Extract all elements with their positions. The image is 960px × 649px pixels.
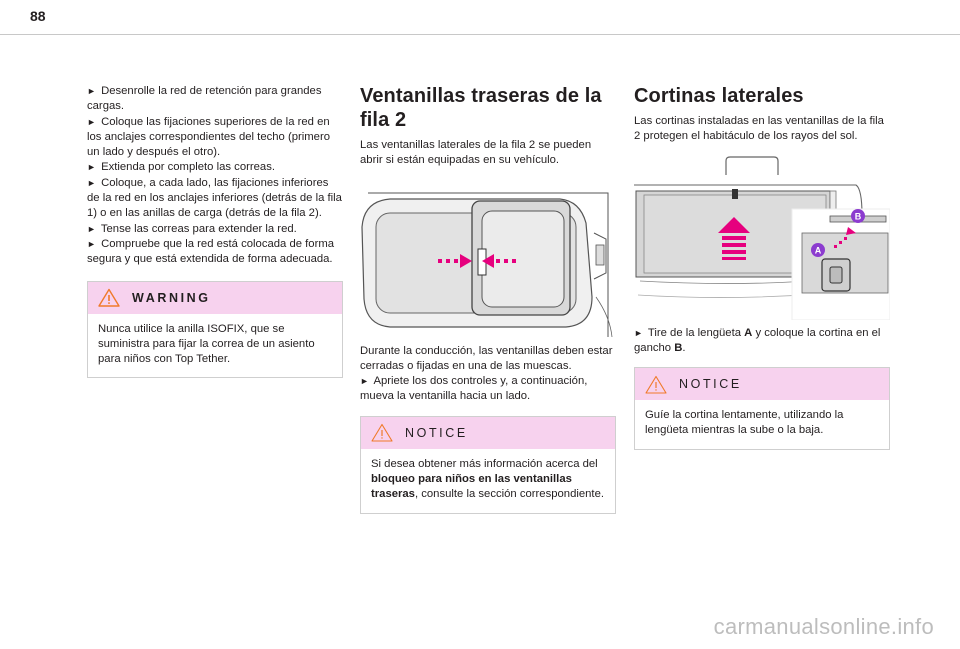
notice-triangle-icon bbox=[371, 423, 393, 442]
rear-window-illustration bbox=[360, 187, 616, 342]
notice-header bbox=[361, 417, 615, 449]
rear-windows-intro: Las ventanillas laterales de la fila 2 se pueden abrir si están equipadas en su vehículo. bbox=[360, 139, 592, 167]
notice-text: Si desea obtener más información acerca del bloqueo para niños en las ventanillas traseras, consulte la sección correspondiente. bbox=[371, 457, 604, 501]
list-item: ► Coloque las fijaciones superiores de la red en los anclajes correspondientes del techo (primero un lado y después el otro). bbox=[87, 115, 331, 159]
arrow-icon: ► bbox=[87, 116, 96, 127]
warning-title: WARNING bbox=[132, 290, 211, 305]
warning-box bbox=[87, 281, 343, 379]
notice-text: Guíe la cortina lentamente, utilizando la lengüeta mientras la sube o la baja. bbox=[645, 409, 844, 437]
notice-title: NOTICE bbox=[405, 425, 468, 440]
notice-triangle-icon bbox=[645, 375, 667, 394]
label-a: A bbox=[814, 245, 822, 256]
arrow-icon: ► bbox=[87, 238, 96, 249]
side-blinds-intro: Las cortinas instaladas en las ventanillas de la fila 2 protegen el habitáculo de los rayos del sol. bbox=[634, 115, 884, 143]
column-2 bbox=[360, 84, 616, 514]
arrow-icon: ► bbox=[634, 327, 643, 338]
blind-step: ► Tire de la lengüeta A y coloque la cortina en el gancho B. bbox=[634, 326, 881, 354]
arrow-icon: ► bbox=[87, 162, 96, 173]
arrow-icon: ► bbox=[87, 86, 96, 96]
warning-triangle-icon bbox=[98, 288, 120, 307]
page-number: 88 bbox=[30, 8, 46, 24]
warning-text: Nunca utilice la anilla ISOFIX, que se suministra para fijar la correa de un asiento para niños con Top Tether. bbox=[98, 322, 315, 366]
window-step: ► Apriete los dos controles y, a continuación, mueva la ventanilla hacia un lado. bbox=[360, 375, 588, 403]
notice-header bbox=[635, 368, 889, 400]
side-blind-illustration bbox=[634, 155, 890, 320]
driving-note: Durante la conducción, las ventanillas deben estar cerradas o fijadas en una de las muescas. bbox=[360, 344, 613, 372]
sliding-window-diagram bbox=[360, 187, 616, 342]
watermark: carmanualsonline.info bbox=[713, 614, 934, 639]
list-item: ► Compruebe que la red está colocada de forma segura y que está extendida de forma adecuada. bbox=[87, 237, 335, 266]
list-item: ► Extienda por completo las correas. bbox=[87, 161, 275, 174]
section-title-side-blinds: Cortinas laterales bbox=[634, 85, 804, 107]
list-item: ► Coloque, a cada lado, las fijaciones inferiores de la red en los anclajes inferiores (detrás de la fila 1) o en las anillas de carga (detrás de la fila 2). bbox=[87, 176, 342, 220]
notice-box-child-lock bbox=[360, 416, 616, 514]
arrow-icon: ► bbox=[87, 223, 96, 234]
section-title-rear-windows: Ventanillas traseras de la fila 2 bbox=[360, 85, 602, 131]
header-rule bbox=[0, 34, 960, 35]
notice-title: NOTICE bbox=[679, 377, 742, 392]
notice-box-blind bbox=[634, 367, 890, 450]
list-item: ► Desenrolle la red de retención para grandes cargas. bbox=[87, 85, 322, 113]
warning-header bbox=[88, 282, 342, 314]
column-1 bbox=[87, 84, 343, 378]
instruction-list bbox=[87, 84, 343, 268]
list-item: ► Tense las correas para extender la red. bbox=[87, 222, 297, 235]
arrow-icon: ► bbox=[87, 177, 96, 188]
sun-blind-diagram bbox=[634, 155, 890, 320]
label-b: B bbox=[854, 211, 862, 222]
arrow-icon: ► bbox=[360, 376, 369, 387]
column-3 bbox=[634, 84, 890, 450]
